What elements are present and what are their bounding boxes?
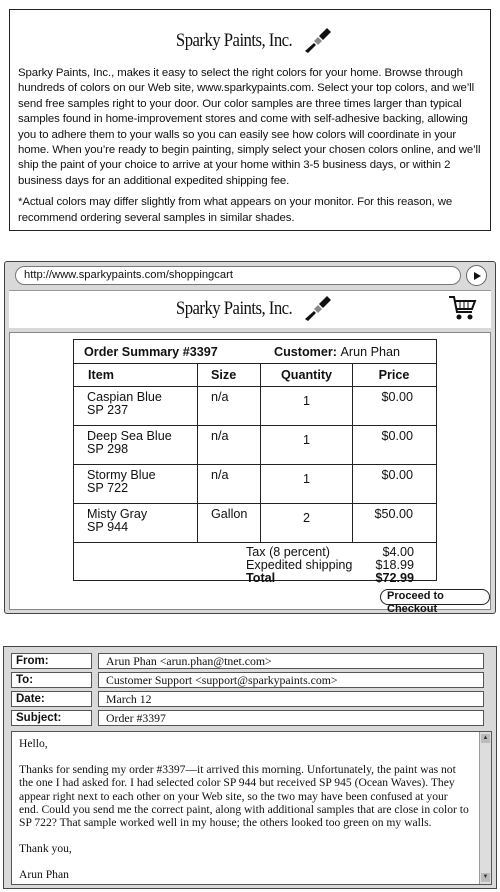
price-cell: $0.00 [381, 390, 413, 404]
date-field [11, 691, 488, 707]
paintbrush-icon [302, 26, 332, 56]
to-label: To: [11, 672, 92, 688]
table-row [74, 426, 436, 465]
date-input[interactable]: March 12 [98, 691, 484, 707]
company-logo [10, 24, 490, 58]
ad-description [18, 66, 482, 226]
quantity-cell [261, 387, 353, 425]
to-field [11, 672, 488, 688]
shopping-cart-icon[interactable] [447, 293, 477, 323]
size-cell: Gallon [198, 504, 261, 542]
column-header-price: Price [378, 368, 410, 382]
order-header [74, 340, 436, 364]
quantity-cell [261, 426, 353, 464]
table-row [74, 504, 436, 543]
order-summary-table [73, 339, 437, 585]
logo-text: Sparky Paints, Inc. [175, 298, 293, 319]
message-body[interactable] [11, 731, 492, 885]
order-totals [74, 543, 436, 590]
email-window [3, 646, 497, 889]
subject-label: Subject: [11, 710, 92, 726]
size-cell: n/a [198, 465, 261, 503]
greeting: Hello, [19, 737, 48, 750]
column-headers [74, 364, 436, 387]
subject-input[interactable]: Order #3397 [98, 710, 484, 726]
customer-label: Customer: [274, 344, 337, 359]
table-row [74, 387, 436, 426]
subject-field [11, 710, 488, 726]
scrollbar[interactable] [479, 732, 491, 884]
browser-window [4, 261, 496, 614]
from-input[interactable]: Arun Phan <arun.phan@tnet.com> [98, 653, 484, 669]
item-cell [74, 504, 198, 542]
from-label: From: [11, 653, 92, 669]
price-cell: $0.00 [381, 468, 413, 482]
quantity-value: 1 [302, 394, 310, 408]
item-name: Stormy Blue [87, 468, 156, 482]
price-cell: $50.00 [374, 507, 413, 521]
item-name: Deep Sea Blue [87, 429, 172, 443]
item-cell [74, 465, 198, 503]
address-bar[interactable]: http://www.sparkypaints.com/shoppingcart [15, 266, 461, 285]
go-button[interactable] [466, 265, 487, 286]
quantity-cell [261, 504, 353, 542]
column-header-size: Size [198, 364, 261, 386]
tax-label: Tax (8 percent) [246, 545, 330, 559]
quantity-value: 1 [302, 472, 310, 486]
size-cell: n/a [198, 387, 261, 425]
date-label: Date: [11, 691, 92, 707]
customer-info [274, 345, 400, 359]
item-code: SP 722 [87, 481, 129, 495]
quantity-cell [261, 465, 353, 503]
item-cell [74, 426, 198, 464]
table-row [74, 465, 436, 504]
closing: Thank you, [19, 842, 72, 856]
shipping-label: Expedited shipping [246, 558, 353, 572]
item-name: Caspian Blue [87, 390, 162, 404]
site-header [9, 290, 491, 328]
to-input[interactable]: Customer Support <support@sparkypaints.com> [98, 672, 484, 688]
total-label: Total [246, 571, 276, 585]
ad-footnote: *Actual colors may differ slightly from what appears on your monitor. For this reason, we recommend ordering several samples in similar shades. [18, 196, 453, 224]
site-logo[interactable] [9, 293, 491, 325]
quantity-value: 2 [302, 511, 310, 525]
column-header-item: Item [74, 364, 198, 386]
paintbrush-icon [302, 294, 332, 324]
from-field [11, 653, 488, 669]
item-name: Misty Gray [87, 507, 148, 521]
size-cell: n/a [198, 426, 261, 464]
proceed-to-checkout-button[interactable]: Proceed to Checkout [380, 589, 490, 605]
logo-text: Sparky Paints, Inc. [175, 30, 293, 51]
play-arrow-icon [472, 271, 482, 281]
scroll-down-icon[interactable]: ▼ [481, 873, 490, 882]
scroll-up-icon[interactable]: ▲ [481, 734, 490, 743]
signature: Arun Phan [19, 868, 69, 882]
quantity-value: 1 [302, 433, 310, 447]
column-header-quantity: Quantity [261, 364, 353, 386]
tax-value: $4.00 [382, 545, 414, 559]
price-cell: $0.00 [381, 429, 413, 443]
cart-page [9, 332, 491, 615]
order-title: Order Summary #3397 [84, 344, 218, 359]
item-code: SP 298 [87, 442, 129, 456]
message-paragraph: Thanks for sending my order #3397—it arrived this morning. Unfortunately, the paint was not the one I had asked for. I had selected color SP 944 but received SP 945 (Ocean Waves). They appear right next to each other on your Web site, so the two may have been confused at your end. Could you send me the correct paint, along with additional samples that are close in color to SP 722? That sample worked well in my house; the others looked too green on my walls. [19, 763, 469, 830]
total-value: $72.99 [375, 571, 414, 585]
advertisement-panel [9, 9, 491, 231]
customer-name: Arun Phan [340, 344, 400, 359]
shipping-value: $18.99 [375, 558, 414, 572]
item-cell [74, 387, 198, 425]
item-code: SP 237 [87, 403, 129, 417]
ad-paragraph: Sparky Paints, Inc., makes it easy to select the right colors for your home. Browse through hundreds of colors on our Web site, www.sparkypaints.com. Select your top colors, and we’ll send free samples right to your door. Our color samples are three times larger than typical samples found in home-improvement stores and come with self-adhesive backing, allowing you to adhere them to your walls so you can easily see how colors will coordinate in your home. When you’re ready to begin painting, simply select your chosen colors online, and we’ll ship the paint of your choice to arrive at your home within 3-5 business days, or within 2 business days for an additional expedited shipping fee. [18, 67, 481, 187]
item-code: SP 944 [87, 520, 129, 534]
